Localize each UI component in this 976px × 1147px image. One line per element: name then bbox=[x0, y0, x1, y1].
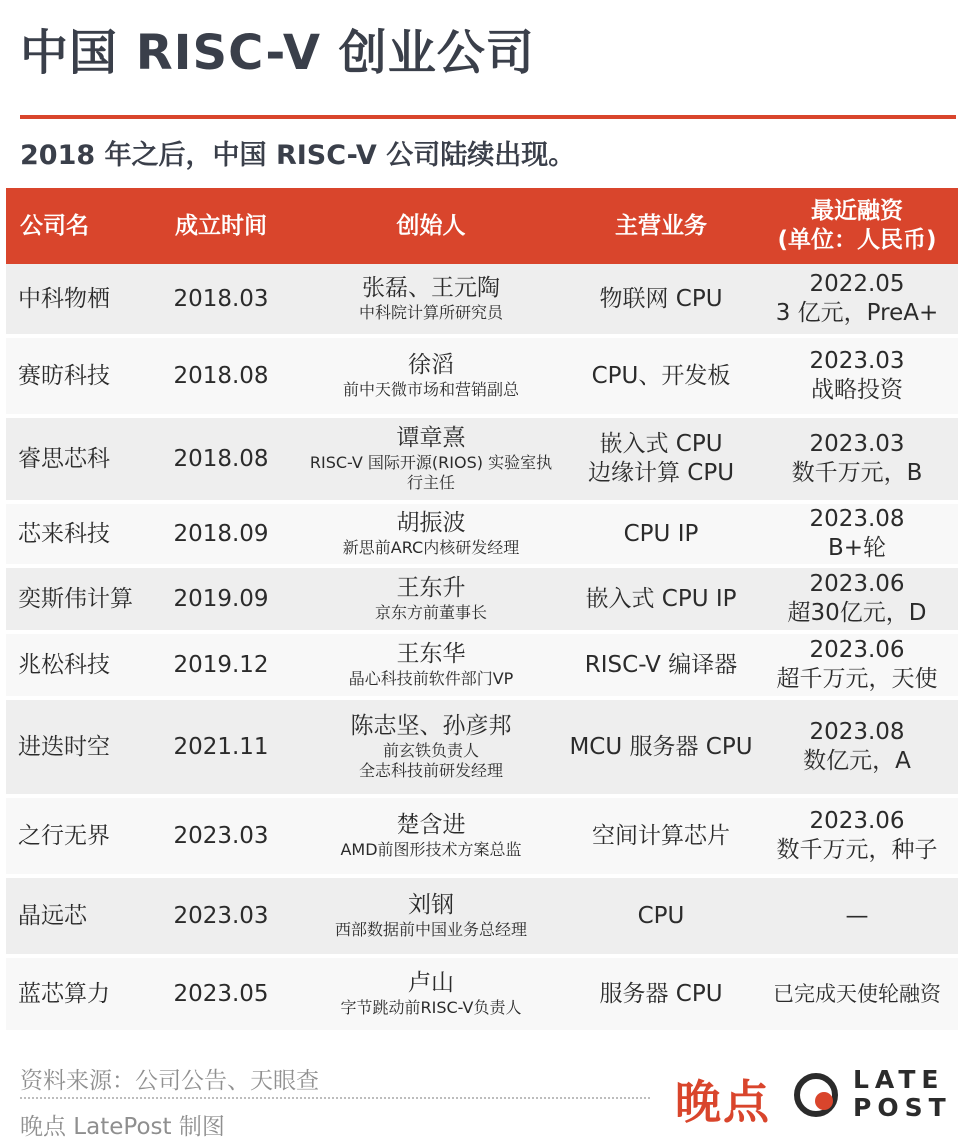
table-header-row bbox=[6, 188, 958, 264]
founder-name: 陈志坚、孙彦邦 bbox=[350, 712, 512, 739]
funding-detail: 超千万元，天使 bbox=[776, 666, 938, 692]
cell-funding bbox=[756, 700, 958, 798]
funding-detail: 战略投资 bbox=[811, 377, 903, 403]
cell-founder bbox=[296, 798, 566, 878]
founder-note: 晶心科技前软件部门VP bbox=[348, 668, 514, 688]
cell-funding: — bbox=[756, 878, 958, 958]
cell-founder bbox=[296, 700, 566, 798]
header-company: 公司名 bbox=[6, 188, 146, 264]
funding-date: 2023.06 bbox=[809, 571, 905, 598]
cell-founder bbox=[296, 338, 566, 418]
table-row bbox=[6, 504, 958, 568]
cell-funding bbox=[756, 338, 958, 418]
cell-founded: 2019.09 bbox=[146, 568, 296, 634]
cell-company: 进迭时空 bbox=[6, 700, 146, 798]
funding-date: 2023.08 bbox=[809, 506, 905, 533]
latepost-logo bbox=[675, 1064, 965, 1128]
logo-en-line1: LATE bbox=[853, 1065, 945, 1094]
source-note: 资料来源：公司公告、天眼查 bbox=[20, 1068, 319, 1094]
founder-name: 王东华 bbox=[396, 641, 466, 668]
cell-funding bbox=[756, 504, 958, 568]
cell-company: 兆松科技 bbox=[6, 634, 146, 700]
founder-note: AMD前图形技术方案总监 bbox=[340, 839, 522, 859]
cell-funding: 已完成天使轮融资 bbox=[756, 958, 958, 1034]
cell-funding bbox=[756, 264, 958, 338]
founder-note: RISC-V 国际开源(RIOS) 实验室执行主任 bbox=[309, 452, 553, 493]
cell-company: 芯来科技 bbox=[6, 504, 146, 568]
funding-date: 2023.03 bbox=[809, 348, 905, 375]
table-row bbox=[6, 700, 958, 798]
cell-founder bbox=[296, 418, 566, 504]
cell-business: RISC-V 编译器 bbox=[566, 634, 756, 700]
founder-note: 前玄铁负责人 bbox=[382, 740, 479, 760]
cell-business: 空间计算芯片 bbox=[566, 798, 756, 878]
cell-founder bbox=[296, 504, 566, 568]
cell-business: 服务器 CPU bbox=[566, 958, 756, 1034]
founder-note: 前中天微市场和营销副总 bbox=[342, 379, 519, 399]
table-row bbox=[6, 264, 958, 338]
business-line-1: 嵌入式 CPU bbox=[599, 431, 723, 458]
business-line-2: 边缘计算 CPU bbox=[587, 460, 735, 486]
funding-date: 2023.06 bbox=[809, 637, 905, 664]
table-row bbox=[6, 568, 958, 634]
cell-founded: 2018.08 bbox=[146, 418, 296, 504]
cell-founded: 2023.03 bbox=[146, 798, 296, 878]
funding-date: 2023.06 bbox=[809, 808, 905, 835]
cell-company: 奕斯伟计算 bbox=[6, 568, 146, 634]
funding-detail: 数千万元，B bbox=[791, 460, 923, 486]
table-row bbox=[6, 418, 958, 504]
cell-funding bbox=[756, 568, 958, 634]
startup-table bbox=[6, 188, 958, 1034]
table-row bbox=[6, 878, 958, 958]
page-title: 中国 RISC-V 创业公司 bbox=[20, 25, 535, 81]
cell-founder bbox=[296, 634, 566, 700]
logo-cn-text: 晚点 bbox=[675, 1075, 771, 1129]
cell-funding bbox=[756, 798, 958, 878]
cell-company: 赛昉科技 bbox=[6, 338, 146, 418]
cell-founded: 2019.12 bbox=[146, 634, 296, 700]
header-funding bbox=[756, 188, 958, 264]
header-funding-unit: (单位：人民币) bbox=[777, 227, 937, 253]
founder-name: 刘钢 bbox=[408, 892, 454, 919]
logo-en-line2: POST bbox=[853, 1093, 952, 1122]
header-business: 主营业务 bbox=[566, 188, 756, 264]
funding-detail: 超30亿元，D bbox=[787, 600, 927, 626]
cell-founder bbox=[296, 264, 566, 338]
credit-note: 晚点 LatePost 制图 bbox=[20, 1114, 225, 1140]
header-founded: 成立时间 bbox=[146, 188, 296, 264]
cell-founder bbox=[296, 878, 566, 958]
founder-name: 胡振波 bbox=[396, 510, 466, 537]
cell-company: 睿思芯科 bbox=[6, 418, 146, 504]
cell-founder bbox=[296, 958, 566, 1034]
cell-founded: 2023.03 bbox=[146, 878, 296, 958]
footer-divider bbox=[20, 1097, 650, 1099]
header-founder: 创始人 bbox=[296, 188, 566, 264]
cell-company: 中科物栖 bbox=[6, 264, 146, 338]
funding-detail: 3 亿元，PreA+ bbox=[775, 300, 939, 326]
cell-business: CPU、开发板 bbox=[566, 338, 756, 418]
cell-founded: 2023.05 bbox=[146, 958, 296, 1034]
founder-name: 王东升 bbox=[396, 575, 466, 602]
founder-note: 新思前ARC内核研发经理 bbox=[342, 537, 520, 557]
founder-name: 徐滔 bbox=[408, 352, 454, 379]
funding-date: 2023.03 bbox=[809, 431, 905, 458]
founder-note: 字节跳动前RISC-V负责人 bbox=[340, 997, 522, 1017]
logo-en-text bbox=[853, 1066, 952, 1122]
cell-founded: 2018.03 bbox=[146, 264, 296, 338]
funding-date: 2022.05 bbox=[809, 271, 905, 298]
founder-note-2: 全志科技前研发经理 bbox=[358, 761, 503, 781]
cell-funding bbox=[756, 418, 958, 504]
cell-business bbox=[566, 418, 756, 504]
cell-company: 之行无界 bbox=[6, 798, 146, 878]
cell-company: 晶远芯 bbox=[6, 878, 146, 958]
funding-date: 2023.08 bbox=[809, 719, 905, 746]
founder-note: 中科院计算所研究员 bbox=[358, 302, 503, 322]
cell-business: MCU 服务器 CPU bbox=[566, 700, 756, 798]
founder-name: 谭章熹 bbox=[396, 424, 466, 451]
founder-note: 西部数据前中国业务总经理 bbox=[334, 919, 527, 939]
table-row bbox=[6, 958, 958, 1034]
cell-founded: 2018.08 bbox=[146, 338, 296, 418]
table-row bbox=[6, 634, 958, 700]
founder-name: 张磊、王元陶 bbox=[362, 275, 500, 302]
page-subtitle: 2018 年之后，中国 RISC-V 公司陆续出现。 bbox=[20, 140, 576, 171]
cell-business: CPU IP bbox=[566, 504, 756, 568]
founder-note: 京东方前董事长 bbox=[374, 602, 487, 622]
founder-name: 卢山 bbox=[408, 970, 454, 997]
cell-founded: 2018.09 bbox=[146, 504, 296, 568]
latepost-circle-icon bbox=[791, 1070, 841, 1120]
cell-funding bbox=[756, 634, 958, 700]
table-row bbox=[6, 798, 958, 878]
title-divider bbox=[20, 115, 956, 119]
cell-company: 蓝芯算力 bbox=[6, 958, 146, 1034]
table-row bbox=[6, 338, 958, 418]
cell-founded: 2021.11 bbox=[146, 700, 296, 798]
founder-name: 楚含进 bbox=[396, 812, 466, 839]
funding-detail: B+轮 bbox=[827, 535, 887, 561]
funding-detail: 数千万元，种子 bbox=[776, 837, 938, 863]
cell-business: 物联网 CPU bbox=[566, 264, 756, 338]
cell-business: 嵌入式 CPU IP bbox=[566, 568, 756, 634]
cell-founder bbox=[296, 568, 566, 634]
funding-detail: 数亿元，A bbox=[803, 748, 911, 774]
cell-business: CPU bbox=[566, 878, 756, 958]
header-funding-label: 最近融资 bbox=[811, 198, 903, 225]
